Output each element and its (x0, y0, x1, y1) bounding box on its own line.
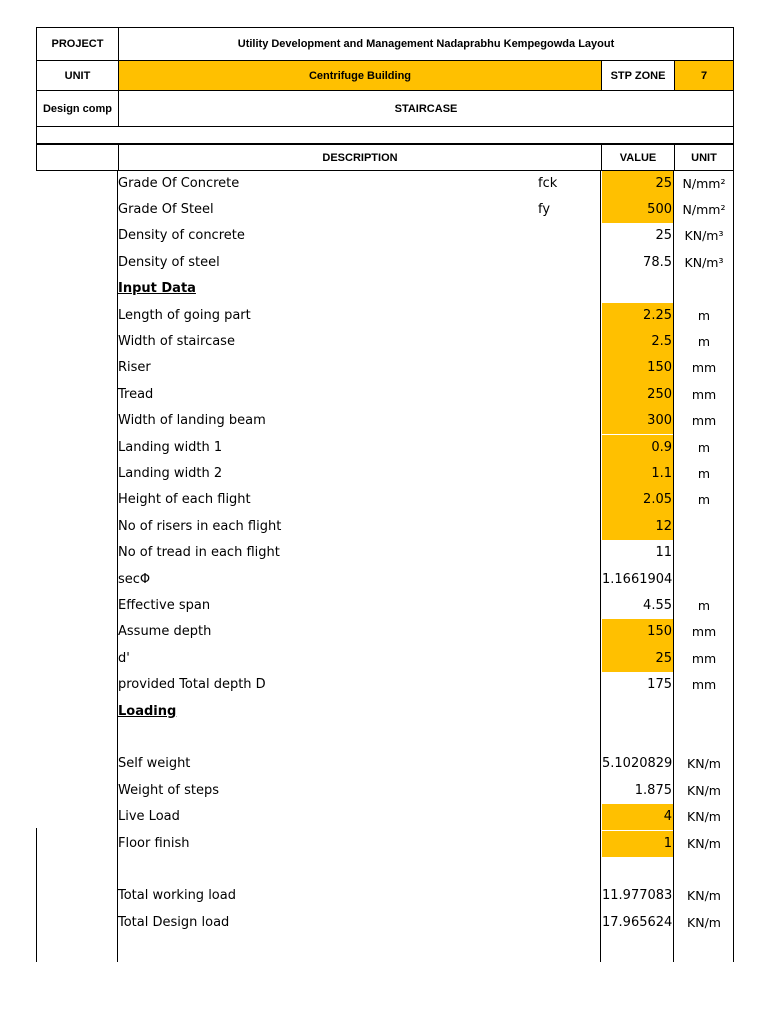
unit-cell (674, 567, 734, 593)
value-cell: 17.965624 (602, 914, 673, 930)
table-row (36, 540, 734, 566)
unit-cell: KN/m (687, 756, 721, 772)
unit-cell (674, 857, 734, 883)
value-cell: 11 (655, 545, 672, 561)
unit-cell: mm (691, 650, 717, 666)
unit-label: UNIT (64, 69, 91, 82)
value-cell (602, 725, 673, 751)
input-value-cell[interactable]: 4 (602, 804, 673, 830)
table-row (36, 487, 734, 513)
spacer-row (36, 127, 734, 144)
input-value-cell[interactable]: 150 (602, 619, 673, 645)
project-value: Utility Development and Management Nadaprabhu Kempegowda Layout (118, 28, 733, 60)
unit-cell: m (697, 465, 711, 481)
section-row (36, 276, 734, 302)
unit-value: Centrifuge Building (118, 61, 601, 90)
unit-left-border (673, 170, 674, 962)
table-row (36, 593, 734, 619)
unit-cell: mm (691, 677, 717, 693)
row-description: Live Load (118, 809, 180, 825)
unit-cell (674, 514, 734, 540)
value-cell: 78.5 (643, 254, 672, 270)
table-row (36, 303, 734, 329)
unit-cell: N/mm² (682, 175, 726, 191)
unit-cell: m (697, 439, 711, 455)
value-cell (602, 276, 673, 302)
table-row (36, 355, 734, 381)
row-description: d' (118, 650, 130, 666)
row-description: Tread (118, 386, 154, 402)
table-row (36, 778, 734, 804)
input-value-cell[interactable]: 0.9 (602, 435, 673, 461)
row-description: Grade Of Steel (118, 201, 214, 217)
unit-cell (674, 699, 734, 725)
input-value-cell[interactable]: 2.25 (602, 303, 673, 329)
input-value-cell[interactable]: 2.05 (602, 487, 673, 513)
table-row (36, 883, 734, 909)
row-symbol: fy (538, 201, 551, 217)
table-row (36, 514, 734, 540)
row-description: Floor finish (118, 835, 190, 851)
row-description: Grade Of Concrete (118, 175, 240, 191)
value-cell (602, 857, 673, 883)
row-description: Assume depth (118, 624, 212, 640)
unit-cell: KN/m (687, 835, 721, 851)
value-cell: 175 (647, 677, 672, 693)
input-value-cell[interactable]: 300 (602, 408, 673, 434)
row-description: No of risers in each flight (118, 518, 282, 534)
right-border (733, 170, 734, 962)
table-row (36, 567, 734, 593)
design-row (36, 91, 734, 127)
project-row (36, 27, 734, 61)
row-description: Landing width 1 (118, 439, 223, 455)
row-description: No of tread in each flight (118, 545, 280, 561)
unit-cell: KN/m (687, 914, 721, 930)
stp-zone-value: 7 (674, 61, 733, 90)
row-description: Length of going part (118, 307, 251, 323)
value-cell: 5.1020829 (602, 756, 673, 772)
row-description: Weight of steps (118, 782, 219, 798)
unit-header: UNIT (674, 145, 733, 170)
value-cell: 11.977083 (602, 888, 673, 904)
table-row (36, 223, 734, 249)
input-value-cell[interactable]: 25 (602, 646, 673, 672)
table-row (36, 408, 734, 434)
input-value-cell[interactable]: 1.1 (602, 461, 673, 487)
row-description: Landing width 2 (118, 465, 223, 481)
table-row (36, 646, 734, 672)
input-value-cell[interactable]: 150 (602, 355, 673, 381)
input-value-cell[interactable]: 25 (602, 171, 673, 197)
unit-cell: mm (691, 360, 717, 376)
value-cell: 1.1661904 (602, 571, 673, 587)
calculation-sheet (36, 170, 734, 962)
row-description: Total Design load (118, 914, 230, 930)
table-row (36, 329, 734, 355)
input-value-cell[interactable]: 500 (602, 197, 673, 223)
unit-cell: m (697, 307, 711, 323)
row-description: Density of steel (118, 254, 220, 270)
table-row (36, 435, 734, 461)
unit-cell (674, 725, 734, 751)
section-row (36, 699, 734, 725)
table-row (36, 461, 734, 487)
project-label: PROJECT (51, 38, 104, 50)
value-cell: 25 (655, 228, 672, 244)
table-row (36, 672, 734, 698)
input-value-cell[interactable]: 2.5 (602, 329, 673, 355)
row-description: Width of landing beam (118, 413, 266, 429)
value-cell (602, 699, 673, 725)
unit-cell: m (697, 333, 711, 349)
row-description: Height of each flight (118, 492, 251, 508)
section-heading: Loading (118, 703, 177, 719)
value-cell: 1.875 (634, 782, 672, 798)
blank-header-cell (37, 145, 118, 170)
row-description: Density of concrete (118, 228, 245, 244)
table-row (36, 857, 734, 883)
table-row (36, 171, 734, 197)
row-description: Riser (118, 360, 151, 376)
unit-cell (674, 540, 734, 566)
table-row (36, 197, 734, 223)
unit-cell: mm (691, 386, 717, 402)
table-row (36, 831, 734, 857)
description-header: DESCRIPTION (118, 145, 601, 170)
header-table (36, 27, 734, 171)
unit-cell: KN/m (687, 809, 721, 825)
row-description: Width of staircase (118, 333, 235, 349)
stp-zone-label: STP ZONE (601, 61, 674, 90)
unit-cell: m (697, 597, 711, 613)
input-value-cell[interactable]: 250 (602, 382, 673, 408)
unit-cell: m (697, 492, 711, 508)
input-value-cell[interactable]: 12 (602, 514, 673, 540)
table-row (36, 382, 734, 408)
value-cell: 4.55 (643, 597, 672, 613)
table-row (36, 804, 734, 830)
unit-cell: KN/m (687, 888, 721, 904)
unit-cell: KN/m³ (684, 254, 724, 270)
table-row (36, 619, 734, 645)
row-description: Effective span (118, 597, 211, 613)
row-description: Self weight (118, 756, 191, 772)
section-heading: Input Data (118, 281, 196, 297)
value-header: VALUE (601, 145, 674, 170)
value-left-border (600, 170, 601, 962)
design-label: Design comp (42, 102, 113, 115)
unit-cell: N/mm² (682, 201, 726, 217)
table-row (36, 250, 734, 276)
unit-row (36, 61, 734, 91)
unit-cell: mm (691, 413, 717, 429)
row-symbol: fck (538, 175, 558, 191)
unit-cell: KN/m (687, 782, 721, 798)
column-header-row (36, 144, 734, 171)
row-description: secΦ (118, 571, 151, 587)
table-row (36, 910, 734, 936)
table-row (36, 751, 734, 777)
input-value-cell[interactable]: 1 (602, 831, 673, 857)
row-description: Total working load (118, 888, 236, 904)
unit-cell (674, 276, 734, 302)
design-value: STAIRCASE (118, 91, 733, 126)
left-border-fragment (36, 828, 37, 962)
unit-cell: KN/m³ (684, 228, 724, 244)
row-description: provided Total depth D (118, 677, 266, 693)
description-left-border (117, 170, 118, 962)
unit-cell: mm (691, 624, 717, 640)
table-row (36, 725, 734, 751)
